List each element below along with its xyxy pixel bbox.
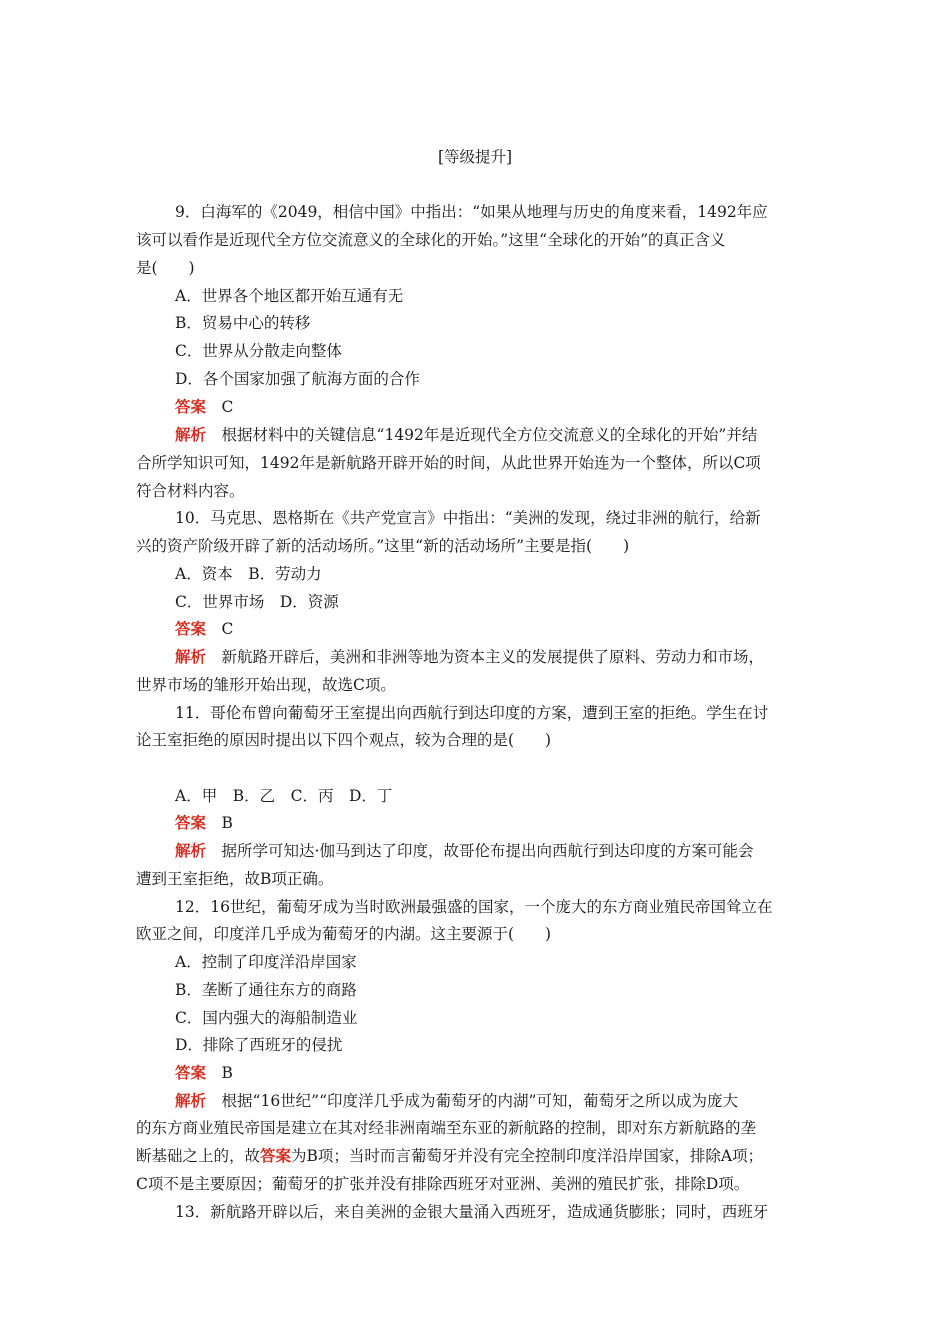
q11-answer-line — [175, 812, 950, 834]
q9-analysis-line-2: 合所学知识可知，1492年是新航路开辟开始的时间，从此世界开始连为一个整体，所以C项 — [136, 454, 761, 472]
q12-analysis-line-4: C项不是主要原因；葡萄牙的扩张并没有排除西班牙对亚洲、美洲的殖民扩张，排除D项。 — [136, 1175, 750, 1193]
q10-stem-line-1: 10．马克思、恩格斯在《共产党宣言》中指出：“美洲的发现，绕过非洲的航行，给新 — [175, 509, 761, 527]
q11-analysis-line-1 — [175, 840, 950, 862]
q12-analysis-text-1: 根据“16世纪”“印度洋几乎成为葡萄牙的内湖”可知，葡萄牙之所以成为庞大 — [221, 1092, 738, 1110]
q12-analysis-text-3b: 为B项；当时而言葡萄牙并没有完全控制印度洋沿岸国家，排除A项； — [291, 1147, 764, 1165]
q13-stem-line-1: 13．新航路开辟以后，来自美洲的金银大量涌入西班牙，造成通货膨胀；同时，西班牙 — [175, 1203, 769, 1221]
q10-options-line-1: A．资本 B．劳动力 — [175, 565, 322, 583]
q12-answer: B — [221, 1064, 233, 1082]
q12-answer-line — [175, 1062, 950, 1084]
q12-option-d: D．排除了西班牙的侵扰 — [175, 1036, 343, 1054]
answer-inline-label: 答案 — [260, 1146, 292, 1165]
q12-option-b: B．垄断了通往东方的商路 — [175, 981, 357, 999]
q12-option-a: A．控制了印度洋沿岸国家 — [175, 953, 357, 971]
q10-answer: C — [221, 620, 234, 638]
q9-answer: C — [221, 398, 234, 416]
q12-analysis-text-3a: 断基础之上的，故 — [136, 1147, 261, 1165]
q12-analysis-line-1 — [175, 1090, 950, 1112]
q9-stem-line-2: 该可以看作是近现代全方位交流意义的全球化的开始。”这里“全球化的开始”的真正含义 — [136, 231, 726, 249]
q9-option-d: D．各个国家加强了航海方面的合作 — [175, 370, 420, 388]
analysis-label: 解析 — [175, 647, 207, 666]
q12-analysis-line-3 — [136, 1145, 950, 1167]
q10-analysis-line-1 — [175, 646, 950, 668]
answer-label: 答案 — [175, 619, 207, 638]
q11-analysis-text-1: 据所学可知达·伽马到达了印度，故哥伦布提出向西航行到达印度的方案可能会 — [221, 842, 754, 860]
analysis-label: 解析 — [175, 1091, 207, 1110]
q9-option-c: C．世界从分散走向整体 — [175, 342, 342, 360]
q11-answer: B — [221, 814, 233, 832]
q10-stem-line-2: 兴的资产阶级开辟了新的活动场所。”这里“新的活动场所”主要是指( ) — [136, 537, 630, 555]
q9-answer-line — [175, 396, 950, 418]
q10-analysis-text-1: 新航路开辟后，美洲和非洲等地为资本主义的发展提供了原料、劳动力和市场， — [221, 648, 765, 666]
answer-label: 答案 — [175, 813, 207, 832]
section-title: [等级提升] — [437, 148, 513, 166]
q11-stem-line-2: 论王室拒绝的原因时提出以下四个观点，较为合理的是( ) — [136, 731, 552, 749]
q10-options-line-2: C．世界市场 D．资源 — [175, 593, 339, 611]
q12-analysis-line-2: 的东方商业殖民帝国是建立在其对经非洲南端至东亚的新航路的控制，即对东方新航路的垄 — [136, 1119, 757, 1137]
q9-analysis-text-1: 根据材料中的关键信息“1492年是近现代全方位交流意义的全球化的开始”并结 — [221, 426, 758, 444]
q11-stem-line-1: 11．哥伦布曾向葡萄牙王室提出向西航行到达印度的方案，遭到王室的拒绝。学生在讨 — [175, 704, 769, 722]
analysis-label: 解析 — [175, 841, 207, 860]
q9-analysis-line-3: 符合材料内容。 — [136, 482, 245, 500]
answer-label: 答案 — [175, 397, 207, 416]
q9-stem-line-3: 是( ) — [136, 259, 195, 277]
q11-options: A．甲 B．乙 C．丙 D．丁 — [175, 787, 393, 805]
q9-analysis-line-1 — [175, 424, 950, 446]
q12-option-c: C．国内强大的海船制造业 — [175, 1009, 358, 1027]
q10-answer-line — [175, 618, 950, 640]
q9-option-b: B．贸易中心的转移 — [175, 314, 311, 332]
answer-label: 答案 — [175, 1063, 207, 1082]
q12-stem-line-2: 欧亚之间，印度洋几乎成为葡萄牙的内湖。这主要源于( ) — [136, 925, 552, 943]
q11-analysis-line-2: 遭到王室拒绝，故B项正确。 — [136, 870, 334, 888]
analysis-label: 解析 — [175, 425, 207, 444]
q9-stem-line-1: 9．白海军的《2049，相信中国》中指出：“如果从地理与历史的角度来看，1492年应 — [175, 203, 768, 221]
q9-option-a: A．世界各个地区都开始互通有无 — [175, 287, 404, 305]
q10-analysis-line-2: 世界市场的雏形开始出现，故选C项。 — [136, 676, 396, 694]
q12-stem-line-1: 12．16世纪，葡萄牙成为当时欧洲最强盛的国家，一个庞大的东方商业殖民帝国耸立在 — [175, 898, 773, 916]
